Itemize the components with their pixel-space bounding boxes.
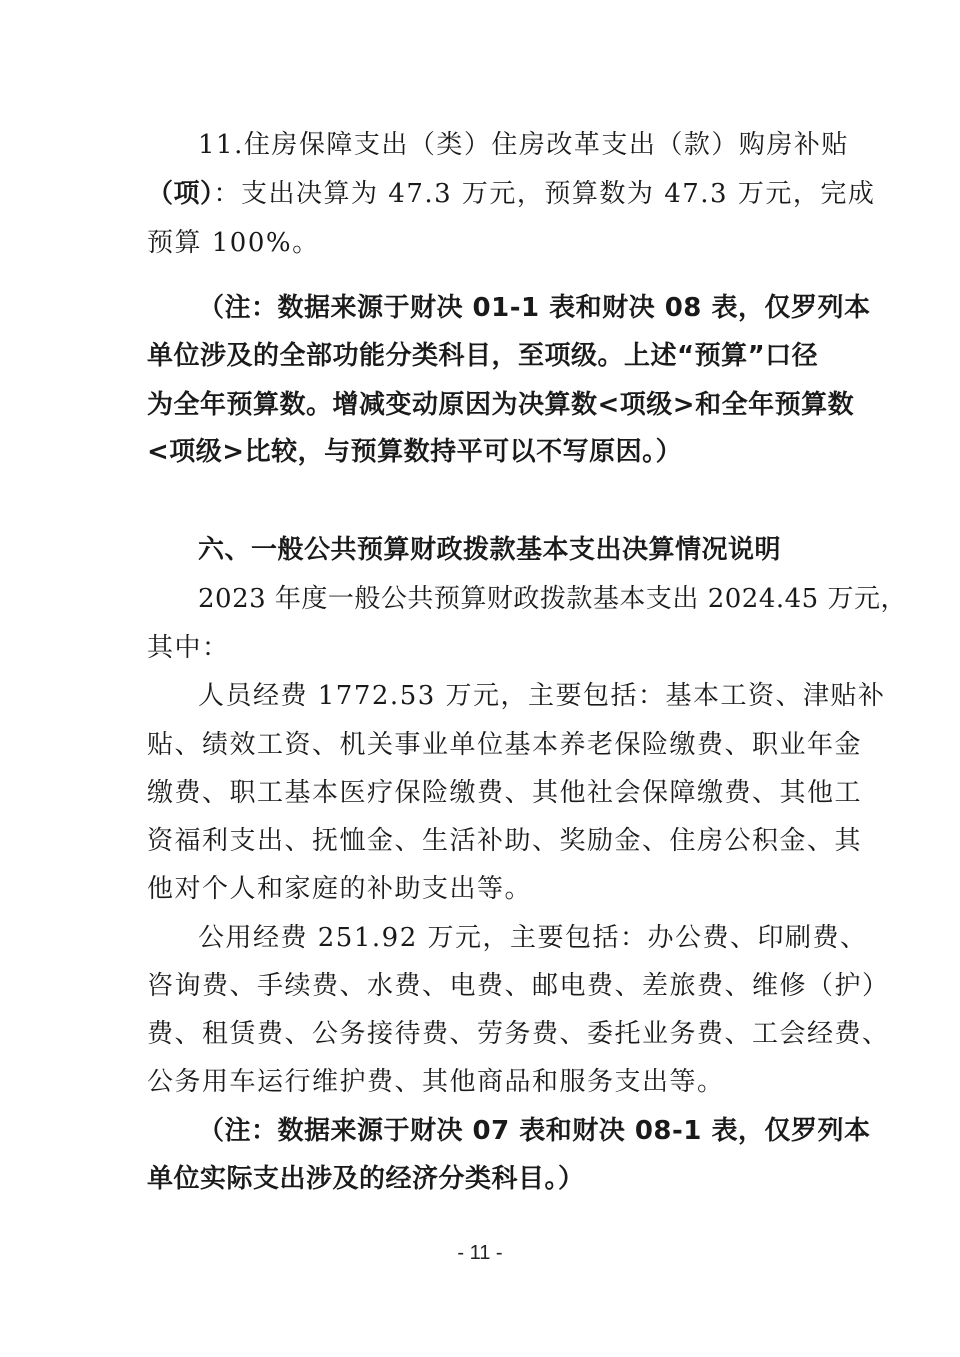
section-6-intro-line-1: 2023 年度一般公共预算财政拨款基本支出 2024.45 万元， bbox=[198, 584, 907, 614]
item-11-amounts: ：支出决算为 47.3 万元，预算数为 47.3 万元，完成 bbox=[213, 179, 876, 209]
public-line-1: 公用经费 251.92 万元，主要包括：办公费、印刷费、 bbox=[198, 923, 868, 953]
section-6-heading: 六、一般公共预算财政拨款基本支出决算情况说明 bbox=[198, 535, 782, 565]
public-line-3: 费、租赁费、公务接待费、劳务费、委托业务费、工会经费、 bbox=[147, 1019, 890, 1049]
personnel-line-2: 贴、绩效工资、机关事业单位基本养老保险缴费、职业年金 bbox=[147, 730, 863, 760]
personnel-line-1: 人员经费 1772.53 万元，主要包括：基本工资、津贴补 bbox=[198, 681, 886, 711]
personnel-line-4: 资福利支出、抚恤金、生活补助、奖励金、住房公积金、其 bbox=[147, 826, 863, 856]
item-11-line-3: 预算 100%。 bbox=[147, 228, 320, 258]
item-11-line-1: 11.住房保障支出（类）住房改革支出（款）购房补贴 bbox=[198, 130, 849, 160]
page-number: - 11 - bbox=[457, 1242, 503, 1264]
personnel-line-3: 缴费、职工基本医疗保险缴费、其他社会保障缴费、其他工 bbox=[147, 778, 863, 808]
note-2-line-2: 单位实际支出涉及的经济分类科目。） bbox=[147, 1164, 585, 1194]
public-line-4: 公务用车运行维护费、其他商品和服务支出等。 bbox=[147, 1067, 725, 1097]
note-2-line-1: （注：数据来源于财决 07 表和财决 08-1 表，仅罗列本 bbox=[198, 1116, 871, 1146]
note-1-line-4: <项级>比较，与预算数持平可以不写原因。） bbox=[147, 437, 683, 467]
item-11-line-2 bbox=[147, 178, 876, 210]
note-1-line-3: 为全年预算数。增减变动原因为决算数<项级>和全年预算数 bbox=[147, 390, 855, 420]
public-line-2: 咨询费、手续费、水费、电费、邮电费、差旅费、维修（护） bbox=[147, 971, 890, 1001]
note-1-line-2: 单位涉及的全部功能分类科目，至项级。上述“预算”口径 bbox=[147, 341, 819, 371]
personnel-line-5: 他对个人和家庭的补助支出等。 bbox=[147, 874, 533, 904]
note-1-line-1: （注：数据来源于财决 01-1 表和财决 08 表，仅罗列本 bbox=[198, 293, 871, 323]
item-11-category-label: （项） bbox=[147, 179, 214, 209]
section-6-intro-line-2: 其中： bbox=[147, 633, 230, 663]
